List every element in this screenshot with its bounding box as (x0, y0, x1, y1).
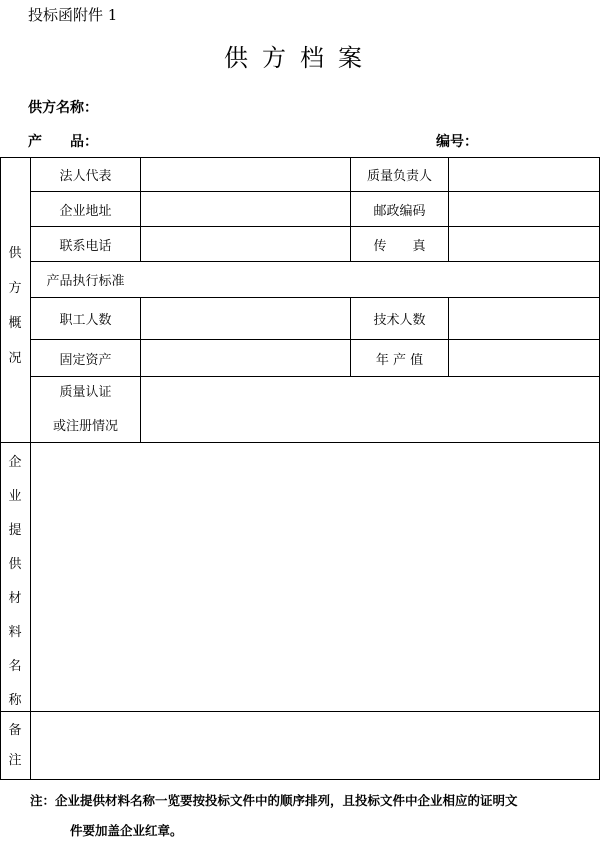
number-field[interactable] (484, 128, 584, 150)
remarks-field[interactable] (31, 712, 599, 779)
fixed-assets-label: 固定资产 (59, 352, 112, 368)
footnote-line2: 件要加盖企业红章。 (70, 823, 183, 838)
attachment-label: 投标函附件 1 (28, 6, 118, 24)
company-address-label: 企业地址 (59, 203, 112, 219)
fixed-assets-field[interactable] (141, 340, 350, 376)
product-standard-label: 产品执行标准 (46, 274, 125, 289)
employees-field[interactable] (141, 298, 350, 339)
quality-cert-label (31, 377, 140, 442)
quality-cert-field[interactable] (141, 377, 599, 442)
product-standard-field[interactable] (141, 262, 599, 297)
product-label: 产 品： (28, 134, 98, 150)
supplier-name-field[interactable] (110, 94, 410, 116)
footnote-line1: 注：企业提供材料名称一览要按投标文件中的顺序排列，且投标文件中企业相应的证明文 (30, 793, 518, 808)
legal-rep-field[interactable] (141, 158, 350, 191)
section-remarks-label: 备 注 (8, 723, 22, 768)
company-address-field[interactable] (141, 192, 350, 226)
technicians-field[interactable] (449, 298, 599, 339)
legal-rep-label: 法人代表 (59, 169, 112, 184)
phone-field[interactable] (141, 227, 350, 261)
page-title: 供方档案 (224, 44, 376, 72)
technicians-label: 技术人数 (373, 313, 426, 328)
postal-code-label: 邮政编码 (373, 203, 426, 219)
quality-cert-label-line2: 或注册情况 (52, 418, 118, 434)
quality-manager-label: 质量负责人 (366, 169, 432, 184)
fax-field[interactable] (449, 227, 599, 261)
quality-cert-label-line1: 质量认证 (59, 384, 112, 400)
postal-code-field[interactable] (449, 192, 599, 226)
annual-output-field[interactable] (449, 340, 599, 376)
employees-label: 职工人数 (59, 313, 112, 328)
number-label: 编号： (436, 134, 478, 150)
supplier-name-label: 供方名称： (28, 100, 98, 116)
product-field[interactable] (110, 128, 410, 150)
phone-label: 联系电话 (59, 238, 112, 254)
section-materials-label: 企 业 提 供 材 料 名 称 (8, 455, 22, 708)
fax-label: 传 真 (373, 238, 426, 254)
materials-field[interactable] (31, 443, 599, 711)
quality-manager-field[interactable] (449, 158, 599, 191)
section-overview-label: 供 方 概 况 (8, 246, 22, 366)
annual-output-label: 年 产 值 (375, 352, 424, 368)
